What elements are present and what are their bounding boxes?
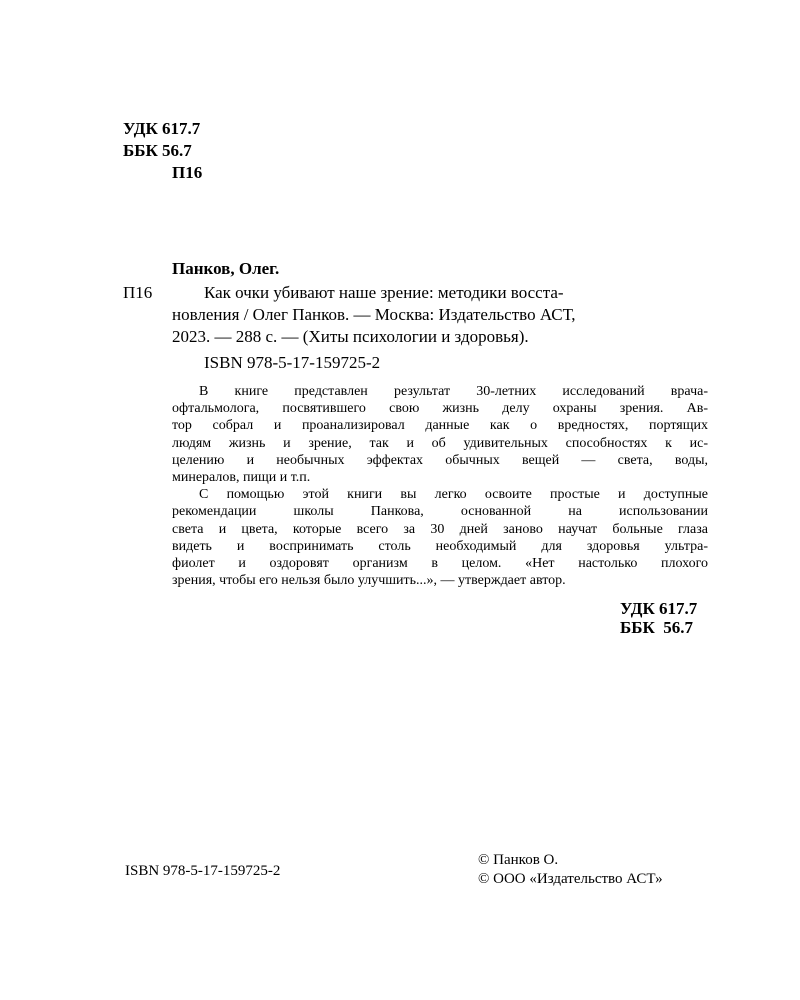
annotation-paragraph-2 [172, 486, 708, 589]
copyright-author: © Панков О. [478, 852, 559, 868]
annotation-line: света и цвета, которые всего за 30 дней заново научат больные глаза [172, 521, 708, 537]
bib-line-2: новления / Олег Панков. — Москва: Издательство АСТ, [172, 305, 576, 324]
annotation-line: офтальмолога, посвятившего свою жизнь делу охраны зрения. Ав- [172, 401, 708, 417]
annotation-line: фиолет и оздоровят организм в целом. «Нет настолько плохого [172, 556, 708, 572]
annotation-line: В книге представлен результат 30-летних исследований врача- [199, 384, 708, 399]
annotation-line: минералов, пищи и т.п. [172, 470, 311, 486]
bbk-code-bottom: ББК 56.7 [620, 618, 694, 637]
footer-isbn: ISBN 978-5-17-159725-2 [125, 863, 281, 879]
bbk-code: ББК 56.7 [123, 141, 192, 160]
annotation-line: видеть и воспринимать столь необходимый для здоровья ультра- [172, 538, 708, 554]
annotation-line: людям жизнь и зрение, так и об удивительных способностях к ис- [172, 435, 708, 451]
annotation-line: рекомендации школы Панкова, основанной на использовании [172, 504, 708, 520]
author-mark: П16 [172, 163, 203, 182]
bib-line-3: 2023. — 288 с. — (Хиты психологии и здоровья). [172, 327, 529, 346]
udk-code: УДК 617.7 [123, 119, 201, 138]
annotation-paragraph-1 [172, 383, 708, 486]
copyright-publisher: © ООО «Издательство АСТ» [478, 871, 663, 887]
call-mark: П16 [123, 283, 153, 302]
annotation-line: тор собрал и проанализировал данные как о вредностях, портящих [172, 418, 708, 434]
annotation-line: целению и необычных эффектах обычных вещей — света, воды, [172, 452, 708, 468]
udk-code-bottom: УДК 617.7 [620, 599, 698, 618]
annotation-line: С помощью этой книги вы легко освоите простые и доступные [199, 487, 708, 503]
annotation-line: зрения, чтобы его нельзя было улучшить...», — утверждает автор. [172, 573, 566, 589]
bib-line-1: Как очки убивают наше зрение: методики восста- [204, 283, 564, 302]
author-heading: Панков, Олег. [172, 259, 280, 278]
annotation [172, 383, 708, 589]
bib-isbn: ISBN 978-5-17-159725-2 [204, 353, 381, 372]
